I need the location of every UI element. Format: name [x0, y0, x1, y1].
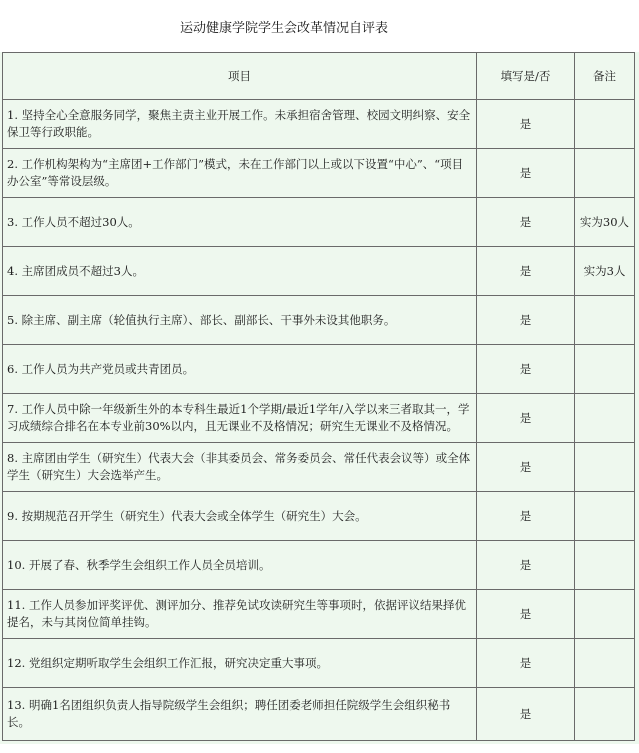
item-cell[interactable]: 5. 除主席、副主席（轮值执行主席）、部长、副部长、干事外未设其他职务。 — [3, 296, 477, 345]
table-row — [3, 394, 635, 443]
item-cell[interactable]: 6. 工作人员为共产党员或共青团员。 — [3, 345, 477, 394]
note-cell[interactable] — [575, 443, 635, 492]
fill-cell[interactable]: 是 — [477, 247, 575, 296]
page-title: 运动健康学院学生会改革情况自评表 — [180, 20, 389, 36]
note-cell[interactable] — [575, 590, 635, 639]
table-row — [3, 590, 635, 639]
fill-cell[interactable]: 是 — [477, 149, 575, 198]
note-cell[interactable] — [575, 492, 635, 541]
table-row — [3, 345, 635, 394]
sheet-bottom-edge — [0, 744, 639, 753]
table-row — [3, 639, 635, 688]
table-row — [3, 688, 635, 741]
note-cell[interactable] — [575, 639, 635, 688]
table-row — [3, 247, 635, 296]
note-cell[interactable] — [575, 100, 635, 149]
item-cell[interactable]: 12. 党组织定期听取学生会组织工作汇报，研究决定重大事项。 — [3, 639, 477, 688]
item-cell[interactable]: 10. 开展了春、秋季学生会组织工作人员全员培训。 — [3, 541, 477, 590]
item-cell[interactable]: 7. 工作人员中除一年级新生外的本专科生最近1个学期/最近1学年/入学以来三者取其一，学习成绩综合排名在本专业前30%以内，且无课业不及格情况；研究生无课业不及格情况。 — [3, 394, 477, 443]
fill-cell[interactable]: 是 — [477, 100, 575, 149]
note-cell[interactable] — [575, 345, 635, 394]
fill-cell[interactable]: 是 — [477, 345, 575, 394]
fill-cell[interactable]: 是 — [477, 639, 575, 688]
table-row — [3, 100, 635, 149]
column-header-item[interactable]: 项目 — [3, 53, 477, 100]
item-cell[interactable]: 4. 主席团成员不超过3人。 — [3, 247, 477, 296]
item-cell[interactable]: 11. 工作人员参加评奖评优、测评加分、推荐免试攻读研究生等事项时，依据评议结果择优提名，未与其岗位简单挂钩。 — [3, 590, 477, 639]
item-cell[interactable]: 9. 按期规范召开学生（研究生）代表大会或全体学生（研究生）大会。 — [3, 492, 477, 541]
item-cell[interactable]: 13. 明确1名团组织负责人指导院级学生会组织；聘任团委老师担任院级学生会组织秘书长。 — [3, 688, 477, 741]
item-cell[interactable]: 2. 工作机构架构为“主席团+工作部门”模式，未在工作部门以上或以下设置“中心”、“项目办公室”等常设层级。 — [3, 149, 477, 198]
fill-cell[interactable]: 是 — [477, 198, 575, 247]
fill-cell[interactable]: 是 — [477, 394, 575, 443]
fill-cell[interactable]: 是 — [477, 296, 575, 345]
title-row — [0, 0, 639, 52]
self-evaluation-table — [2, 52, 635, 741]
table-row — [3, 541, 635, 590]
table-row — [3, 296, 635, 345]
table-row — [3, 149, 635, 198]
item-cell[interactable]: 8. 主席团由学生（研究生）代表大会（非其委员会、常务委员会、常任代表会议等）或全体学生（研究生）大会选举产生。 — [3, 443, 477, 492]
fill-cell[interactable]: 是 — [477, 492, 575, 541]
table-row — [3, 198, 635, 247]
note-cell[interactable]: 实为30人 — [575, 198, 635, 247]
fill-cell[interactable]: 是 — [477, 443, 575, 492]
table-row — [3, 492, 635, 541]
fill-cell[interactable]: 是 — [477, 541, 575, 590]
fill-cell[interactable]: 是 — [477, 688, 575, 741]
note-cell[interactable] — [575, 394, 635, 443]
column-header-note[interactable]: 备注 — [575, 53, 635, 100]
note-cell[interactable] — [575, 296, 635, 345]
column-header-fill[interactable]: 填写是/否 — [477, 53, 575, 100]
item-cell[interactable]: 1. 坚持全心全意服务同学，聚焦主责主业开展工作。未承担宿舍管理、校园文明纠察、安全保卫等行政职能。 — [3, 100, 477, 149]
table-row — [3, 443, 635, 492]
note-cell[interactable] — [575, 541, 635, 590]
note-cell[interactable] — [575, 149, 635, 198]
note-cell[interactable]: 实为3人 — [575, 247, 635, 296]
table-header-row — [3, 53, 635, 100]
fill-cell[interactable]: 是 — [477, 590, 575, 639]
item-cell[interactable]: 3. 工作人员不超过30人。 — [3, 198, 477, 247]
note-cell[interactable] — [575, 688, 635, 741]
